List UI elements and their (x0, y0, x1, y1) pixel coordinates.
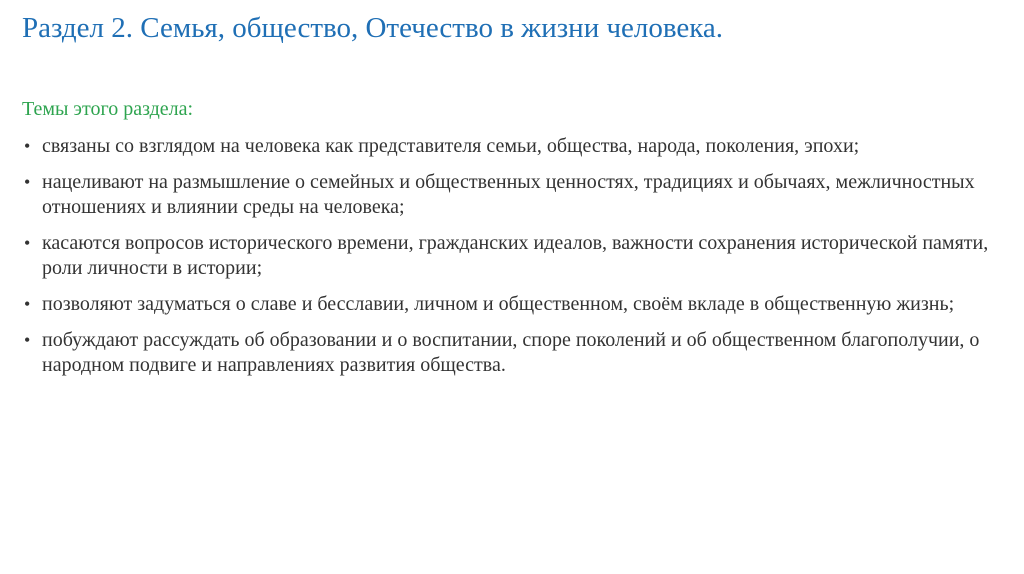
bullet-dot-icon: • (24, 136, 31, 156)
bullet-item (22, 134, 1017, 159)
bullet-item (22, 328, 1017, 378)
bullet-text: побуждают рассуждать об образовании и о воспитании, споре поколений и об общественном благополучии, о народном подвиге и направлениях развития общества. (42, 329, 980, 376)
bullet-item (22, 170, 1017, 220)
bullet-list (22, 134, 1017, 389)
bullet-dot-icon: • (24, 330, 31, 350)
bullet-text: связаны со взглядом на человека как представителя семьи, общества, народа, поколения, эпохи; (42, 135, 860, 157)
bullet-dot-icon: • (24, 233, 31, 253)
section-subtitle: Темы этого раздела: (22, 98, 194, 120)
bullet-item (22, 231, 1017, 281)
bullet-dot-icon: • (24, 294, 31, 314)
bullet-text: позволяют задуматься о славе и бесславии, личном и общественном, своём вкладе в общественную жизнь; (42, 293, 955, 315)
bullet-item (22, 292, 1017, 317)
slide-title: Раздел 2. Семья, общество, Отечество в жизни человека. (22, 12, 724, 44)
bullet-text: нацеливают на размышление о семейных и общественных ценностях, традициях и обычаях, межличностных отношениях и влиянии среды на человека; (42, 171, 975, 218)
bullet-dot-icon: • (24, 172, 31, 192)
bullet-text: касаются вопросов исторического времени, гражданских идеалов, важности сохранения исторической памяти, роли личности в истории; (42, 232, 989, 279)
